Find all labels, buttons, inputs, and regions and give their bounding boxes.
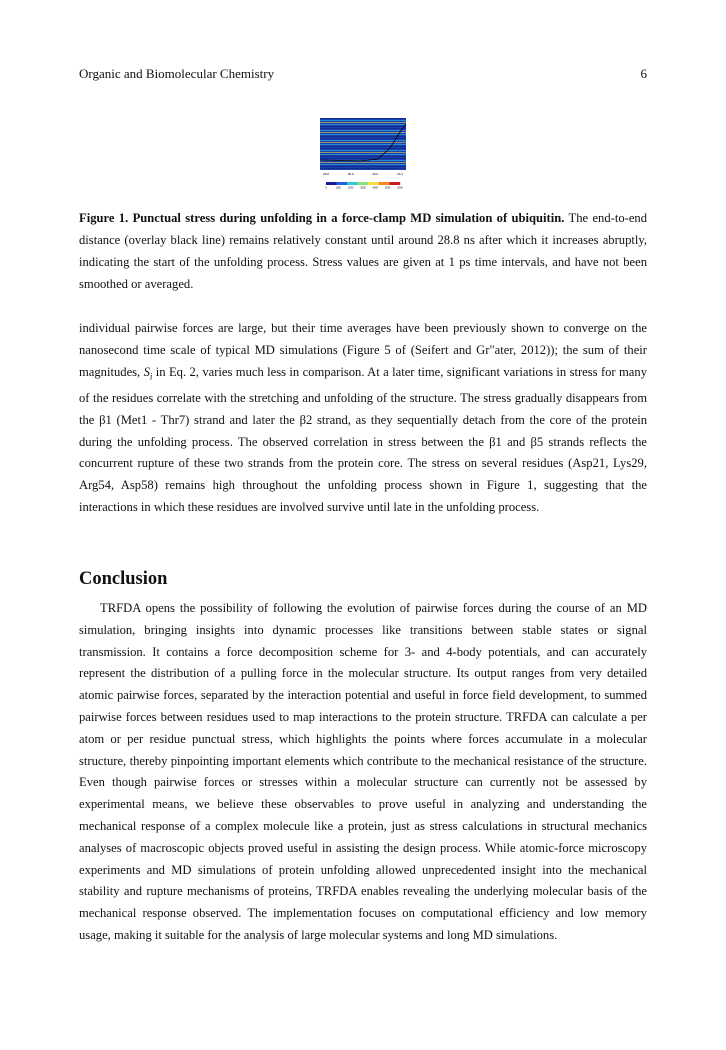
figure-label: Figure 1.: [79, 211, 129, 225]
heatmap-stripe: [320, 140, 406, 141]
x-tick-label: 28.8: [323, 172, 329, 176]
section-title-conclusion: Conclusion: [79, 569, 168, 589]
heatmap-stripe: [320, 124, 406, 125]
figure-title: Punctual stress during unfolding in a force-clamp MD simulation of ubiquitin.: [132, 211, 565, 225]
caption-text: The end-to-end distance (overlay black line) remains relatively constant until around 28.8 ns after which it increases abruptly, indicating the start of the unfolding process. Stress values are given at 1 ps time intervals, and have not been smoothed or averaged.: [79, 211, 647, 291]
colorbar-segment: [347, 182, 358, 185]
heatmap-stripe: [320, 156, 406, 157]
heatmap-stripe: [320, 150, 406, 151]
heatmap-stripe: [320, 162, 406, 163]
x-tick-label: 29.0: [372, 172, 379, 176]
heatmap-area: [320, 118, 406, 170]
colorbar-tick-label: 4000: [372, 186, 378, 190]
heatmap-stripe: [320, 132, 406, 133]
stress-heatmap-figure: [306, 114, 418, 194]
heatmap-stripe: [320, 122, 406, 123]
colorbar-segment: [337, 182, 348, 185]
paragraph-1-part-2: in Eq. 2, varies much less in comparison. At a later time, significant variations in stress for many of the residues correlate with the stretching and unfolding of the structure. The stress gradually disappears from the β1 (Met1 - Thr7) strand and later the β2 strand, as they sequentially detach from the core of the protein during the unfolding process. The observed correlation in stress between the β1 and β5 strands reflects the concurrent rupture of these two strands from the protein core. The stress on several residues (Asp21, Lys29, Arg54, Asp58) remains high throughout the unfolding process shown in Figure 1, suggesting that the interactions in which these residues are involved survive until late in the unfolding process.: [79, 364, 647, 514]
body-paragraph-1: [79, 318, 647, 519]
colorbar-tick-label: 5000: [385, 186, 391, 190]
colorbar-tick-label: 0: [325, 186, 327, 190]
heatmap-stripe: [320, 148, 406, 149]
colorbar-tick-label: 1000: [335, 186, 341, 190]
heatmap-stripe: [320, 120, 406, 121]
stress-subscript: i: [149, 371, 153, 382]
figure-caption: [79, 207, 647, 295]
heatmap-stripe: [320, 126, 406, 127]
paragraph-1-part-1: individual pairwise forces are large, but their time averages have been previously shown to converge on the nanosecond time scale of typical MD simulations (Figure 5 of (Seifert and Gr"ater, 2012)); the sum of their magnitudes,: [79, 321, 647, 379]
heatmap-stripe: [320, 158, 406, 159]
heatmap-stripe: [320, 134, 406, 135]
x-tick-label: 29.1: [397, 172, 403, 176]
heatmap-stripe: [320, 144, 406, 145]
journal-name: Organic and Biomolecular Chemistry: [79, 66, 275, 81]
colorbar-tick-label: 3000: [360, 186, 366, 190]
heatmap-stripe: [320, 130, 406, 131]
x-tick-label: 28.9: [347, 172, 354, 176]
colorbar-segment: [358, 182, 369, 185]
colorbar-segment: [326, 182, 337, 185]
running-header: [79, 66, 647, 84]
heatmap-stripe: [320, 136, 406, 137]
colorbar: [325, 182, 403, 190]
colorbar-tick-label: 6000: [397, 186, 403, 190]
heatmap-stripe: [320, 152, 406, 153]
page-number: 6: [640, 66, 647, 81]
figure-1: [306, 114, 418, 194]
stress-symbol: S: [143, 364, 150, 379]
colorbar-segment: [389, 182, 400, 185]
heatmap-stripe: [320, 164, 406, 165]
heatmap-stripe: [320, 166, 406, 167]
colorbar-segment: [368, 182, 379, 185]
x-tick-labels: [323, 172, 403, 176]
conclusion-paragraph: TRFDA opens the possibility of following the evolution of pairwise forces during the course of an MD simulation, bringing insights into dynamic processes like transitions between stable states or signal transmission. It contains a force decomposition scheme for 3- and 4-body potentials, and can accurately represent the distribution of a pulling force in the molecular structure. Its output ranges from very detailed atomic pairwise forces, separated by the interaction potential and useful in force field development, to summed pairwise forces between residues used to map interactions to the protein structure. TRFDA can calculate a per atom or per residue punctual stress, which highlights the points where forces accumulate in a molecular structure, thereby pinpointing important elements which contribute to the mechanical resistance of the structure. Even though pairwise forces or stresses within a molecular structure can currently not be assessed by experimental means, we believe these observables to prove useful in analyzing and understanding the mechanical response of a complex molecule like a protein, just as stress calculations in structural mechanics analyses of macroscopic objects proved useful in assisting the design process. While atomic-force microscopy experiments and MD simulations of protein unfolding allowed unprecedented insight into the mechanical stability and rupture mechanisms of proteins, TRFDA enables revealing the underlying molecular basis of the mechanical response observed. The implementation focuses on computational efficiency and low memory usage, making it suitable for the analysis of large molecular systems and long MD simulations.: [79, 601, 647, 942]
heatmap-stripe: [320, 168, 406, 169]
colorbar-segment: [379, 182, 390, 185]
heatmap-stripe: [320, 154, 406, 155]
heatmap-stripe: [320, 138, 406, 139]
colorbar-tick-label: 2000: [348, 186, 354, 190]
heatmap-stripe: [320, 146, 406, 147]
heatmap-stripe: [320, 128, 406, 129]
heatmap-stripe: [320, 118, 406, 119]
